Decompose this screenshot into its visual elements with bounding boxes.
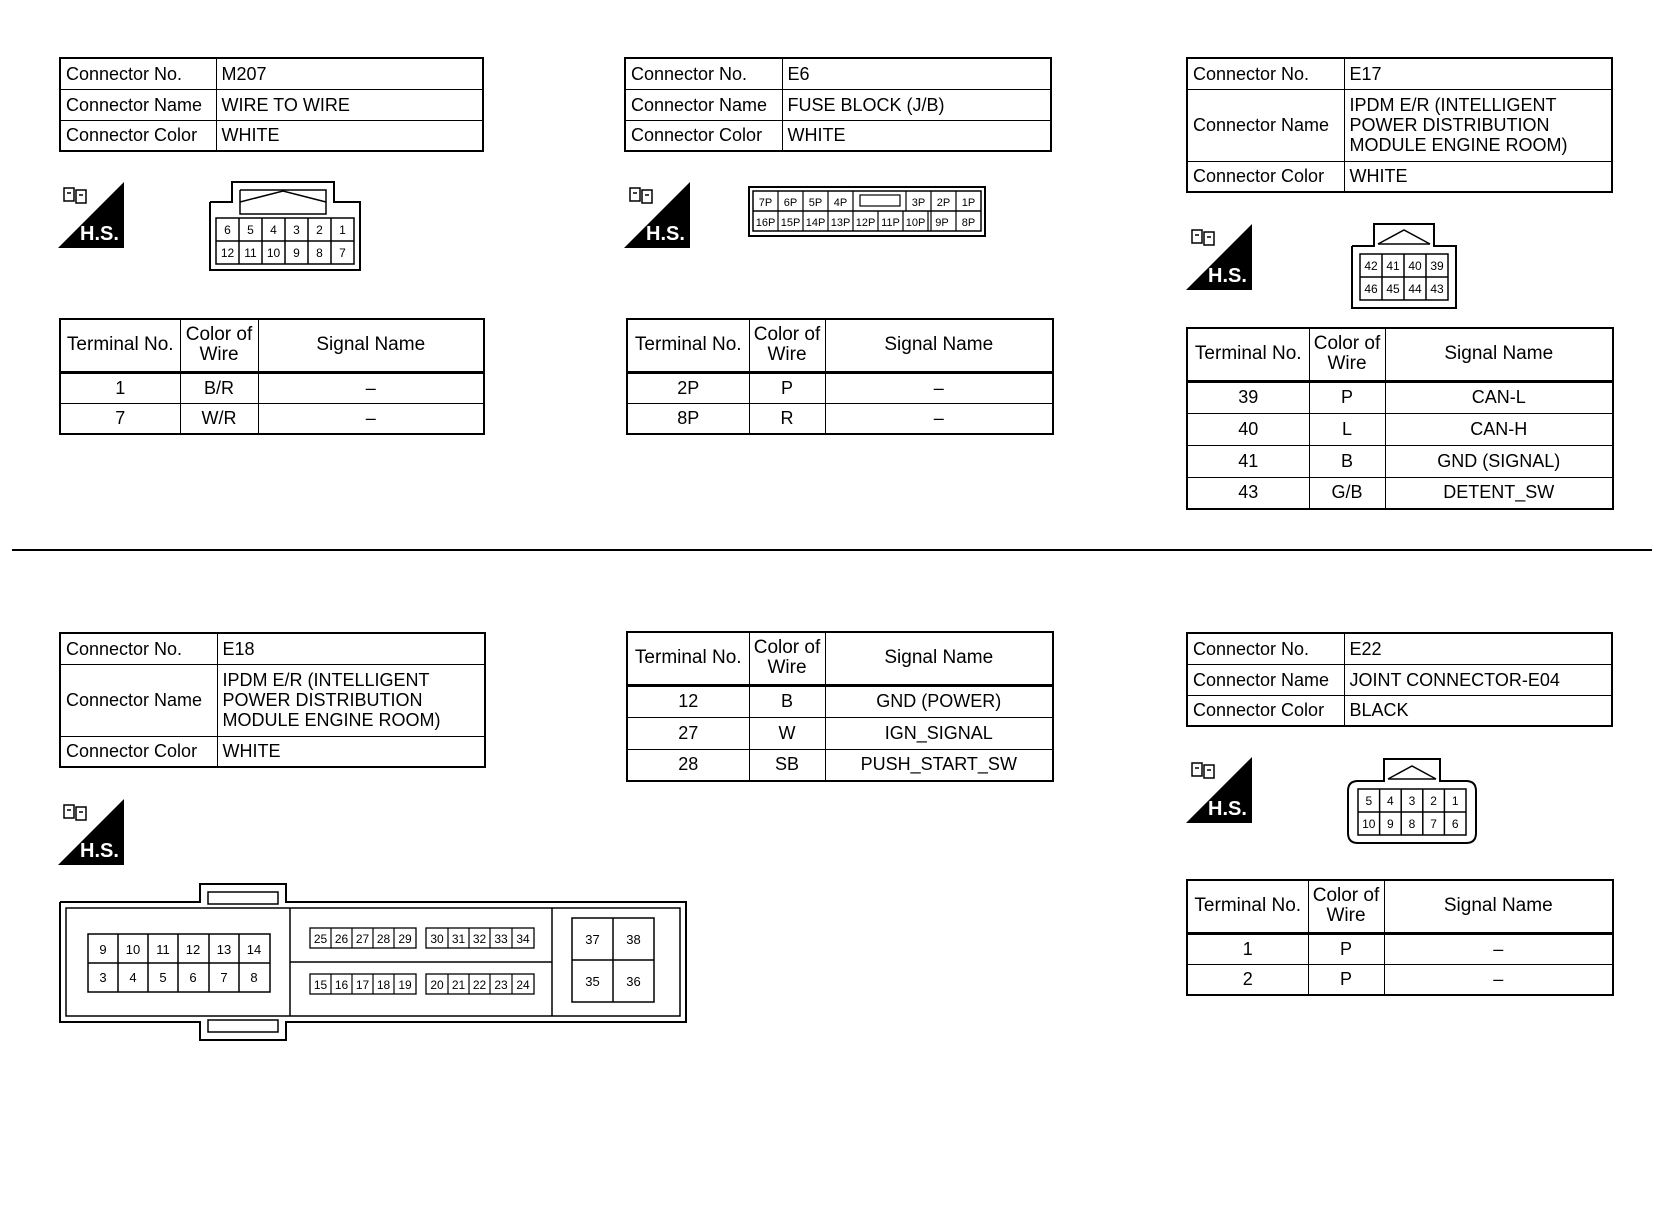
pin: 8	[1408, 817, 1416, 831]
pin: 7P	[758, 197, 773, 209]
hs-badge-icon	[1186, 757, 1252, 823]
hs-badge-label: H.S.	[646, 223, 685, 245]
pin: 3	[293, 223, 300, 237]
e18-terminal-table	[626, 631, 1054, 782]
header-color-of-wire: Color of Wire	[749, 319, 825, 372]
hs-badge-icon	[1186, 224, 1252, 290]
pin: 45	[1386, 282, 1400, 296]
e17-info-table	[1186, 57, 1613, 193]
signal-cell: CAN-L	[1385, 381, 1613, 413]
pin: 6	[1451, 817, 1459, 831]
terminal-cell: 1	[60, 372, 180, 403]
e17-connector-name: IPDM E/R (INTELLIGENT POWER DISTRIBUTION MODULE ENGINE ROOM)	[1344, 89, 1612, 161]
table-row	[1187, 933, 1613, 964]
pin: 43	[1430, 282, 1444, 296]
pin: 2P	[936, 197, 951, 209]
e22-terminal-table	[1186, 879, 1614, 996]
wire-cell: B	[749, 685, 825, 717]
table-row	[627, 685, 1053, 717]
hs-badge-label: H.S.	[1208, 798, 1247, 820]
e18-connector-face	[58, 882, 690, 1042]
header-signal-name: Signal Name	[825, 632, 1053, 685]
terminal-cell: 41	[1187, 445, 1309, 477]
pin: 10	[266, 246, 281, 260]
terminal-cell: 12	[627, 685, 749, 717]
e18-connector-color: WHITE	[217, 736, 485, 767]
label-connector-no: Connector No.	[1187, 58, 1344, 89]
pin: 5	[247, 223, 254, 237]
e6-connector-no: E6	[782, 58, 1051, 89]
m207-info-table	[59, 57, 484, 152]
e22-connector-no: E22	[1344, 633, 1612, 664]
table-row	[1187, 964, 1613, 995]
wire-cell: L	[1309, 413, 1385, 445]
wire-cell: W/R	[180, 403, 258, 434]
pin: 10	[125, 942, 141, 957]
pin: 1	[339, 223, 346, 237]
m207-connector-face	[208, 180, 368, 272]
pin: 27	[355, 932, 370, 946]
pin: 16	[334, 978, 349, 992]
header-terminal-no: Terminal No.	[627, 632, 749, 685]
header-color-of-wire: Color of Wire	[1309, 328, 1385, 381]
pin: 46	[1364, 282, 1378, 296]
pin: 8P	[961, 217, 976, 229]
header-color-of-wire: Color of Wire	[180, 319, 258, 372]
pin: 21	[451, 978, 466, 992]
hs-badge-icon	[58, 799, 124, 865]
pin: 24	[516, 978, 530, 992]
m207-connector-color: WHITE	[216, 120, 483, 151]
pin: 4	[129, 970, 137, 985]
wire-cell: P	[1309, 381, 1385, 413]
pin: 2	[1430, 794, 1437, 808]
wire-cell: B/R	[180, 372, 258, 403]
wire-cell: W	[749, 717, 825, 749]
table-row	[627, 717, 1053, 749]
pin: 9	[1387, 817, 1394, 831]
label-connector-color: Connector Color	[1187, 695, 1344, 726]
e22-connector-name: JOINT CONNECTOR-E04	[1344, 664, 1612, 695]
terminal-cell: 27	[627, 717, 749, 749]
e17-connector-color: WHITE	[1344, 161, 1612, 192]
terminal-cell: 39	[1187, 381, 1309, 413]
pin: 1P	[961, 197, 976, 209]
header-terminal-no: Terminal No.	[60, 319, 180, 372]
pin: 16P	[755, 217, 776, 229]
e18-info-table	[59, 632, 486, 768]
pin: 30	[430, 932, 444, 946]
wire-cell: B	[1309, 445, 1385, 477]
pin: 42	[1364, 259, 1378, 273]
e6-info-table	[624, 57, 1052, 152]
header-signal-name: Signal Name	[825, 319, 1053, 372]
label-connector-no: Connector No.	[60, 58, 216, 89]
pin: 29	[398, 932, 412, 946]
label-connector-name: Connector Name	[1187, 664, 1344, 695]
pin: 13	[216, 942, 232, 957]
terminal-cell: 28	[627, 749, 749, 781]
pin: 40	[1408, 259, 1422, 273]
terminal-cell: 2P	[627, 372, 749, 403]
label-connector-no: Connector No.	[625, 58, 782, 89]
signal-cell: –	[1384, 964, 1613, 995]
label-connector-no: Connector No.	[60, 633, 217, 664]
terminal-cell: 7	[60, 403, 180, 434]
pin: 3	[99, 970, 107, 985]
hs-badge-icon	[58, 182, 124, 248]
table-row	[1187, 413, 1613, 445]
pin: 7	[339, 246, 346, 260]
pin: 2	[316, 223, 323, 237]
pin: 14	[246, 942, 262, 957]
pin: 39	[1430, 259, 1444, 273]
signal-cell: –	[258, 403, 484, 434]
pin: 9	[293, 246, 300, 260]
header-color-of-wire: Color of Wire	[1308, 880, 1384, 933]
wire-cell: R	[749, 403, 825, 434]
e18-connector-name: IPDM E/R (INTELLIGENT POWER DISTRIBUTION MODULE ENGINE ROOM)	[217, 664, 485, 736]
pin: 15	[313, 978, 328, 992]
e6-terminal-table	[626, 318, 1054, 435]
header-color-of-wire: Color of Wire	[749, 632, 825, 685]
pin: 35	[585, 974, 600, 989]
wire-cell: P	[749, 372, 825, 403]
signal-cell: –	[825, 403, 1053, 434]
e6-connector-name: FUSE BLOCK (J/B)	[782, 89, 1051, 120]
pin: 6	[224, 223, 231, 237]
table-row	[1187, 381, 1613, 413]
label-connector-color: Connector Color	[60, 120, 216, 151]
e17-connector-face	[1350, 222, 1462, 310]
e22-info-table	[1186, 632, 1613, 727]
label-connector-name: Connector Name	[1187, 89, 1344, 161]
section-divider	[12, 549, 1652, 551]
pin: 28	[376, 932, 391, 946]
header-signal-name: Signal Name	[1385, 328, 1613, 381]
pin: 13P	[830, 217, 851, 229]
header-terminal-no: Terminal No.	[1187, 880, 1308, 933]
wire-cell: P	[1308, 964, 1384, 995]
signal-cell: PUSH_START_SW	[825, 749, 1053, 781]
pin: 9	[99, 942, 107, 957]
pin: 37	[585, 932, 600, 947]
header-signal-name: Signal Name	[1384, 880, 1613, 933]
label-connector-no: Connector No.	[1187, 633, 1344, 664]
label-connector-color: Connector Color	[1187, 161, 1344, 192]
signal-cell: –	[258, 372, 484, 403]
signal-cell: GND (POWER)	[825, 685, 1053, 717]
e22-connector-color: BLACK	[1344, 695, 1612, 726]
table-row	[1187, 477, 1613, 509]
pin: 11	[244, 246, 257, 260]
pin: 10P	[905, 217, 926, 229]
e17-terminal-table	[1186, 327, 1614, 510]
e18-connector-no: E18	[217, 633, 485, 664]
pin: 15P	[780, 217, 801, 229]
pin: 38	[626, 932, 641, 947]
label-connector-color: Connector Color	[625, 120, 782, 151]
hs-badge-label: H.S.	[1208, 265, 1247, 287]
signal-cell: IGN_SIGNAL	[825, 717, 1053, 749]
terminal-cell: 40	[1187, 413, 1309, 445]
pin: 25	[313, 932, 328, 946]
table-row	[1187, 445, 1613, 477]
pin: 14P	[805, 217, 826, 229]
terminal-cell: 2	[1187, 964, 1308, 995]
signal-cell: GND (SIGNAL)	[1385, 445, 1613, 477]
pin: 41	[1386, 259, 1400, 273]
label-connector-name: Connector Name	[60, 664, 217, 736]
header-terminal-no: Terminal No.	[1187, 328, 1309, 381]
pin: 7	[1430, 817, 1437, 831]
terminal-cell: 8P	[627, 403, 749, 434]
pin: 32	[472, 932, 487, 946]
label-connector-name: Connector Name	[60, 89, 216, 120]
e6-connector-color: WHITE	[782, 120, 1051, 151]
table-row	[627, 372, 1053, 403]
e22-connector-face	[1344, 757, 1480, 845]
pin: 12	[185, 942, 201, 957]
table-row	[627, 403, 1053, 434]
terminal-cell: 1	[1187, 933, 1308, 964]
pin: 26	[334, 932, 349, 946]
m207-connector-no: M207	[216, 58, 483, 89]
pin: 12P	[855, 217, 876, 229]
m207-terminal-table	[59, 318, 485, 435]
pin: 11	[156, 942, 170, 957]
pin: 5P	[808, 197, 823, 209]
table-row	[627, 749, 1053, 781]
header-terminal-no: Terminal No.	[627, 319, 749, 372]
label-connector-name: Connector Name	[625, 89, 782, 120]
signal-cell: DETENT_SW	[1385, 477, 1613, 509]
hs-badge-label: H.S.	[80, 840, 119, 862]
pin: 4	[270, 223, 277, 237]
pin: 22	[472, 978, 487, 992]
label-connector-color: Connector Color	[60, 736, 217, 767]
pin: 6	[189, 970, 197, 985]
pin: 6P	[783, 197, 798, 209]
pin: 33	[494, 932, 508, 946]
pin: 10	[1362, 817, 1376, 831]
wire-cell: P	[1308, 933, 1384, 964]
pin: 8	[316, 246, 323, 260]
wire-cell: G/B	[1309, 477, 1385, 509]
pin: 5	[1365, 794, 1373, 808]
pin: 19	[398, 978, 412, 992]
pin: 5	[159, 970, 167, 985]
table-row	[60, 403, 484, 434]
pin: 36	[626, 974, 641, 989]
hs-badge-icon	[624, 182, 690, 248]
table-row	[60, 372, 484, 403]
pin: 12	[220, 246, 235, 260]
signal-cell: CAN-H	[1385, 413, 1613, 445]
e6-connector-face	[748, 186, 988, 238]
pin: 1	[1451, 794, 1459, 808]
header-signal-name: Signal Name	[258, 319, 484, 372]
pin: 8	[250, 970, 258, 985]
pin: 9P	[935, 217, 949, 229]
wire-cell: SB	[749, 749, 825, 781]
hs-badge-label: H.S.	[80, 223, 119, 245]
terminal-cell: 43	[1187, 477, 1309, 509]
pin: 3P	[911, 197, 926, 209]
signal-cell: –	[825, 372, 1053, 403]
pin: 44	[1408, 282, 1422, 296]
pin: 34	[516, 932, 530, 946]
pin: 20	[430, 978, 444, 992]
signal-cell: –	[1384, 933, 1613, 964]
pin: 11P	[881, 217, 900, 229]
pin: 18	[376, 978, 391, 992]
pin: 23	[494, 978, 508, 992]
pin: 4P	[833, 197, 848, 209]
pin: 31	[451, 932, 466, 946]
pin: 4	[1387, 794, 1394, 808]
pin: 17	[355, 978, 370, 992]
pin: 3	[1408, 794, 1416, 808]
m207-connector-name: WIRE TO WIRE	[216, 89, 483, 120]
pin: 7	[220, 970, 228, 985]
e17-connector-no: E17	[1344, 58, 1612, 89]
